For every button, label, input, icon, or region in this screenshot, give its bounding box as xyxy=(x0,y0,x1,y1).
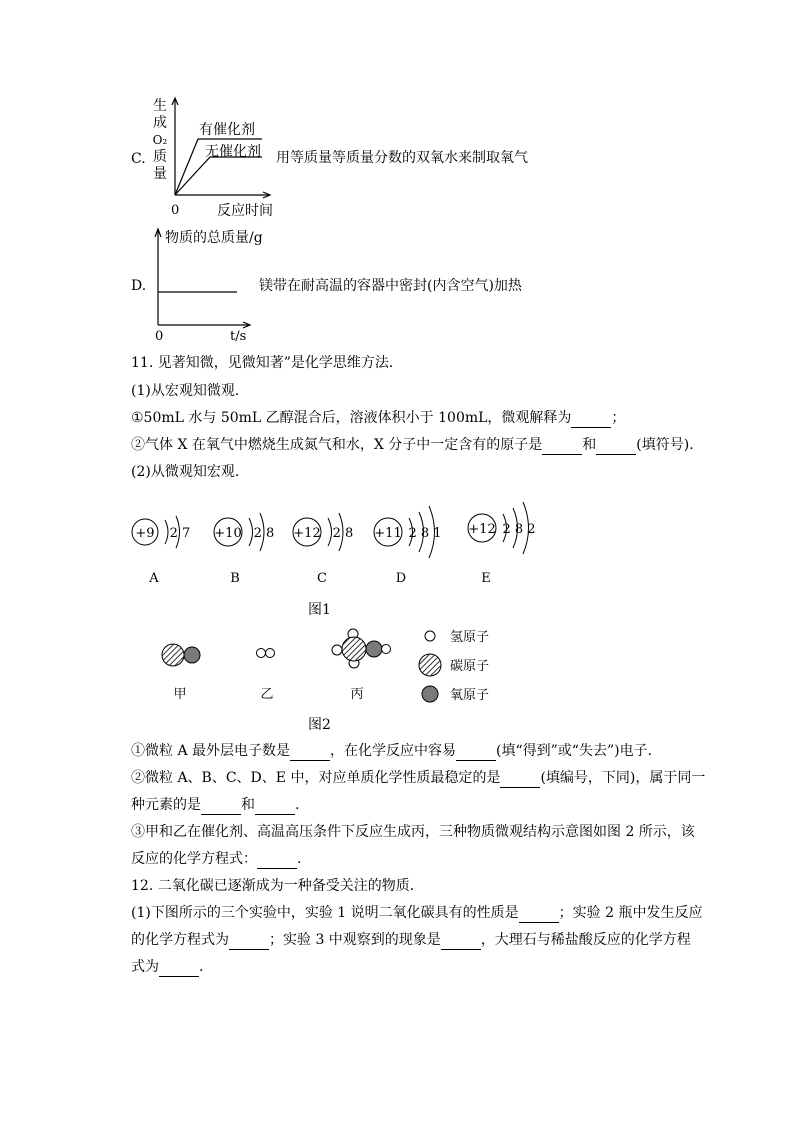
figure-2-caption: 图2 xyxy=(308,717,331,733)
figure-1 xyxy=(120,480,560,600)
legend-label: 氢原子 xyxy=(450,630,490,645)
particle-label: D xyxy=(395,571,407,586)
q12-line-2 xyxy=(131,930,691,950)
shell-electrons: 2 8 xyxy=(332,526,354,541)
option-c-y-label xyxy=(152,98,168,183)
shell-electrons: 2 8 xyxy=(253,526,275,541)
text: . xyxy=(199,959,204,975)
text: ；实验 2 瓶中发生反应 xyxy=(558,905,703,921)
particle-label: B xyxy=(230,571,240,586)
option-c-desc: 用等质量等质量分数的双氧水来制取氧气 xyxy=(276,150,528,166)
text: 和 xyxy=(241,797,255,813)
particle-label: C xyxy=(317,571,327,586)
q11-title: 11. 见著知微，见微知著”是化学思维方法． xyxy=(131,355,403,371)
answer-blank[interactable] xyxy=(159,962,199,977)
figure-2 xyxy=(150,622,510,722)
nucleus-label: +9 xyxy=(135,526,155,541)
molecule-yi xyxy=(257,649,275,703)
molecule-label: 丙 xyxy=(350,687,364,702)
q11-sub-3: ③甲和乙在催化剂、高温高压条件下反应生成丙，三种物质微观结构示意图如图 2 所示，该 xyxy=(131,824,695,840)
x-axis-label: t/s xyxy=(230,329,247,344)
text: ②气体 X 在氧气中燃烧生成氮气和水，X 分子中一定含有的原子是 xyxy=(131,437,543,453)
legend-label: 碳原子 xyxy=(450,659,490,674)
figure-2-legend xyxy=(419,630,489,703)
text: (填编号，下同)，属于同一 xyxy=(540,770,706,786)
oxygen-atom-icon xyxy=(422,686,438,702)
q12-title: 12. 二氧化碳已逐渐成为一种备受关注的物质． xyxy=(131,878,424,894)
legend-label: 氧原子 xyxy=(450,688,490,703)
answer-blank[interactable] xyxy=(456,746,496,761)
hydrogen-atom-icon xyxy=(425,631,435,641)
y-label-char: 生 xyxy=(153,98,167,114)
carbon-atom-icon xyxy=(419,654,441,676)
q11-line-2 xyxy=(131,435,694,455)
option-d-desc: 镁带在耐高温的容器中密封(内含空气)加热 xyxy=(259,278,522,294)
figure-1-caption: 图1 xyxy=(308,602,331,618)
q12-line-3 xyxy=(131,957,203,977)
q12-line-1 xyxy=(131,903,702,923)
particle-a xyxy=(132,516,190,586)
option-d-label: D. xyxy=(131,278,147,294)
text: 种元素的是 xyxy=(131,797,201,813)
answer-blank[interactable] xyxy=(229,935,269,950)
origin-label: 0 xyxy=(171,203,180,218)
particle-label: E xyxy=(481,571,491,586)
answer-blank[interactable] xyxy=(500,773,540,788)
molecule-jia xyxy=(162,644,200,702)
answer-blank[interactable] xyxy=(255,800,295,815)
q11-sub-3-cont xyxy=(131,849,301,869)
text: (1)下图所示的三个实验中，实验 1 说明二氧化碳具有的性质是 xyxy=(131,905,519,921)
text: 式为 xyxy=(131,959,159,975)
text: (填“得到”或“失去”)电子． xyxy=(496,743,662,759)
nucleus-label: +10 xyxy=(214,526,242,541)
text: ①微粒 A 最外层电子数是 xyxy=(131,743,291,759)
curve1-label: 有催化剂 xyxy=(199,122,255,138)
x-axis-label: 反应时间 xyxy=(217,203,273,219)
text: ，在化学反应中容易 xyxy=(330,743,457,759)
particle-b xyxy=(214,513,274,586)
molecule-label: 乙 xyxy=(260,687,274,702)
q11-line-1 xyxy=(131,408,625,428)
y-axis-label: 物质的总质量/g xyxy=(165,230,263,246)
text: . xyxy=(297,851,302,867)
answer-blank[interactable] xyxy=(441,935,481,950)
answer-blank[interactable] xyxy=(201,800,241,815)
answer-blank[interactable] xyxy=(257,854,297,869)
answer-blank[interactable] xyxy=(571,413,611,428)
q11-sub-2 xyxy=(131,768,705,788)
shell-electrons: 2 8 2 xyxy=(502,522,536,537)
nucleus-label: +12 xyxy=(293,526,321,541)
text: 和 xyxy=(582,437,597,453)
nucleus-label: +12 xyxy=(468,522,496,537)
particle-c xyxy=(293,513,353,586)
answer-blank[interactable] xyxy=(596,440,636,455)
molecule-bing xyxy=(332,629,391,702)
text: ；实验 3 中观察到的现象是 xyxy=(269,932,441,948)
text: 的化学方程式为 xyxy=(131,932,229,948)
nucleus-label: +11 xyxy=(374,526,402,541)
answer-blank[interactable] xyxy=(290,746,330,761)
origin-label: 0 xyxy=(155,329,164,344)
option-c-label: C. xyxy=(131,151,146,167)
y-label-char: 成 xyxy=(153,115,167,131)
q11-sub-2-cont xyxy=(131,795,299,815)
shell-electrons: 2 7 xyxy=(169,526,191,541)
curve2-label: 无催化剂 xyxy=(205,144,261,160)
answer-blank[interactable] xyxy=(542,440,582,455)
q11-part1: (1)从宏观知微观． xyxy=(131,383,249,399)
answer-blank[interactable] xyxy=(519,908,559,923)
text: ； xyxy=(611,410,626,426)
text: (填符号). xyxy=(636,437,694,453)
shell-electrons: 2 8 1 xyxy=(408,526,442,541)
y-label-char: O₂ xyxy=(152,133,168,147)
q11-part2: (2)从微观知宏观． xyxy=(131,464,249,480)
text: ，大理石与稀盐酸反应的化学方程 xyxy=(480,932,691,948)
q11-sub-1 xyxy=(131,741,662,761)
particle-d xyxy=(374,506,442,586)
text: 反应的化学方程式： xyxy=(131,851,257,867)
text: ①50mL 水与 50mL 乙醇混合后，溶液体积小于 100mL，微观解释为 xyxy=(131,410,572,426)
molecule-label: 甲 xyxy=(173,687,187,702)
text: ②微粒 A、B、C、D、E 中，对应单质化学性质最稳定的是 xyxy=(131,770,501,786)
y-label-char: 质 xyxy=(153,149,167,165)
y-label-char: 量 xyxy=(153,166,167,182)
text: . xyxy=(295,797,300,813)
particle-e xyxy=(468,502,536,586)
particle-label: A xyxy=(149,571,159,586)
